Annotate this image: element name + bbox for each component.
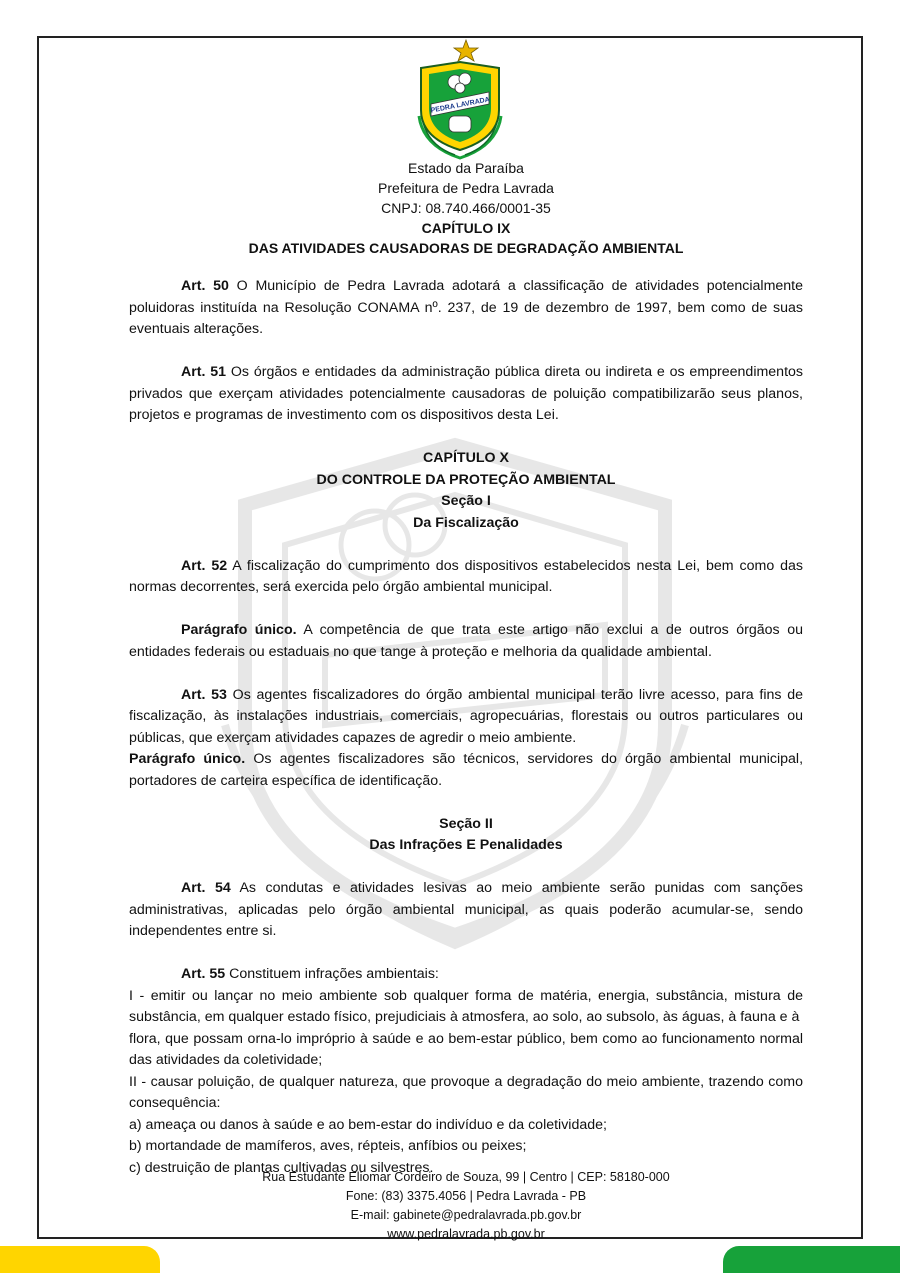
star-icon [454, 40, 478, 61]
state-name: Estado da Paraíba [408, 160, 524, 176]
document-header [130, 158, 802, 258]
item-a: a) ameaça ou danos à saúde e ao bem-estar do indivíduo e da coletividade; [129, 1116, 607, 1133]
document-footer [130, 1168, 802, 1244]
chapter-x-title: DO CONTROLE DA PROTEÇÃO AMBIENTAL [316, 471, 616, 488]
prefecture-name: Prefeitura de Pedra Lavrada [378, 180, 554, 196]
article-53: Art. 53 Os agentes fiscalizadores do órgão ambiental municipal terão livre acesso, para fins de fiscalização, às instalações industriais, comerciais, agropecuárias, florestais ou outros particulares ou públicas, que exerçam atividades capazes de agredir o meio ambiente. [129, 686, 804, 746]
footer-website: www.pedralavrada.pb.gov.br [387, 1227, 545, 1241]
article-51: Art. 51 Os órgãos e entidades da administração pública direta ou indireta e os empreendimentos privados que exerçam atividades potencialmente causadoras de poluição compatibilizarão seus planos, projetos e programas de investimento com os dispositivos desta Lei. [129, 364, 803, 423]
item-c: c) destruição de plantas cultivadas ou silvestres. [129, 1159, 434, 1176]
paragraph-unico-53: Parágrafo único. Os agentes fiscalizadores são técnicos, servidores do órgão ambiental municipal, portadores de carteira específica de identificação. [129, 751, 804, 789]
item-b: b) mortandade de mamíferos, aves, répteis, anfíbios ou peixes; [129, 1138, 527, 1154]
footer-green-bar [723, 1246, 900, 1273]
section-i-heading: Seção I [441, 493, 491, 509]
chapter-ix-title: DAS ATIVIDADES CAUSADORAS DE DEGRADAÇÃO AMBIENTAL [248, 240, 684, 256]
footer-phone: Fone: (83) 3375.4056 | Pedra Lavrada - PB [345, 1189, 587, 1203]
crest-banner: PEDRA LAVRADA [430, 96, 491, 115]
footer-email: E-mail: gabinete@pedralavrada.pb.gov.br [350, 1208, 582, 1222]
article-55: Art. 55 Constituem infrações ambientais: [181, 966, 439, 982]
footer-address: Rua Estudante Eliomar Cordeiro de Souza, 99 | Centro | CEP: 58180-000 [262, 1170, 670, 1184]
chapter-ix-heading: CAPÍTULO IX [421, 220, 511, 236]
cnpj: CNPJ: 08.740.466/0001-35 [381, 200, 551, 216]
municipal-crest [415, 38, 505, 160]
section-i-title: Da Fiscalização [413, 514, 519, 531]
article-54: Art. 54 As condutas e atividades lesivas ao meio ambiente serão punidas com sanções administrativas, aplicadas pelo órgão ambiental municipal, as quais poderão acumular-se, sendo independentes entre si. [129, 880, 803, 939]
chapter-x-heading: CAPÍTULO X [423, 450, 509, 466]
section-ii-title: Das Infrações E Penalidades [369, 837, 563, 853]
item-i-part-2: flora, que possam orna-lo impróprio à saúde e ao bem-estar público, bem como ao funcionamento normal das atividades da coletividade; [129, 1030, 803, 1068]
document-body [129, 276, 803, 1179]
paragraph-unico-52: Parágrafo único. A competência de que trata este artigo não exclui a de outros órgãos ou entidades federais ou estaduais no que tange à proteção e melhoria da qualidade ambiental. [129, 622, 803, 660]
item-ii: II - causar poluição, de qualquer natureza, que provoque a degradação do meio ambiente, trazendo como consequência: [129, 1073, 803, 1111]
article-52: Art. 52 A fiscalização do cumprimento dos dispositivos estabelecidos nesta Lei, bem como das normas decorrentes, será exercida pelo órgão ambiental municipal. [129, 557, 804, 595]
footer-yellow-bar [0, 1246, 160, 1273]
item-i-part-1: I - emitir ou lançar no meio ambiente sob qualquer forma de matéria, energia, substância, mistura de substância, em qualquer estado físico, prejudiciais à atmosfera, ao solo, ao subsolo, às águas, à fauna e à [129, 987, 803, 1025]
section-ii-heading: Seção II [439, 815, 493, 832]
article-50: Art. 50 O Município de Pedra Lavrada adotará a classificação de atividades potencialmente poluidoras instituída na Resolução CONAMA nº. 237, de 19 de dezembro de 1997, bem como de suas eventuais alterações. [129, 278, 803, 337]
